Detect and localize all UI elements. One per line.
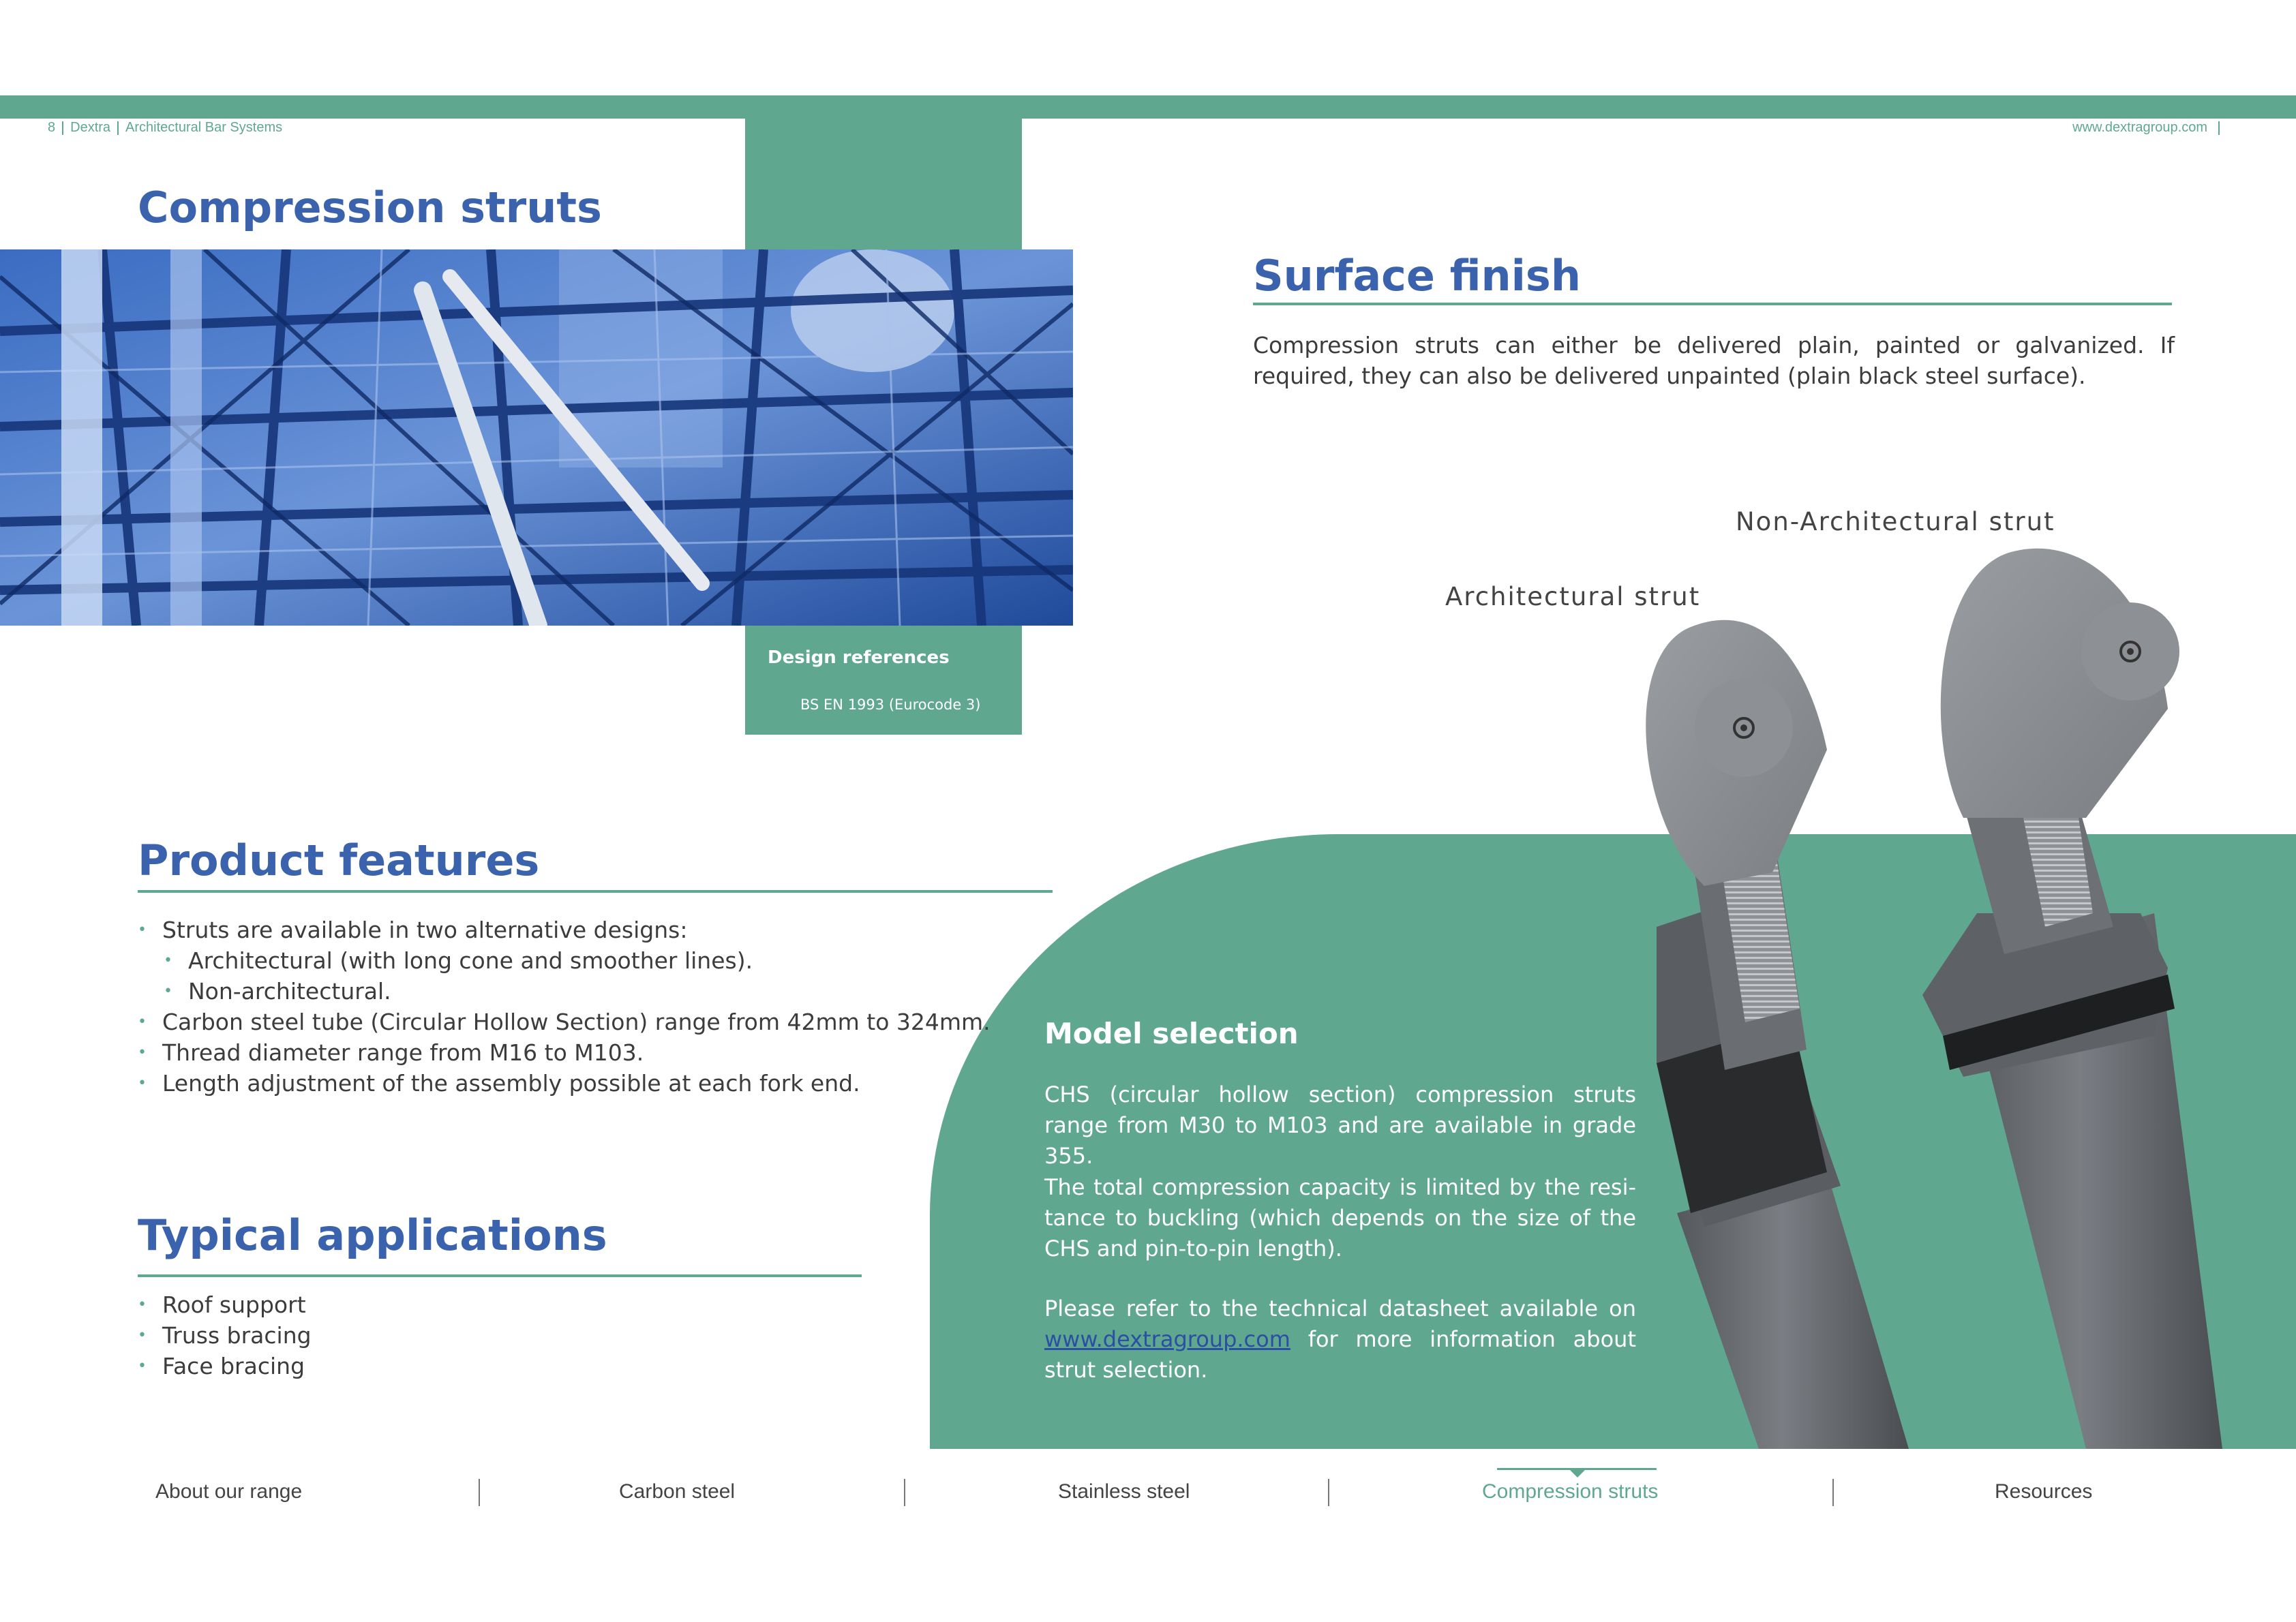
nav-divider xyxy=(1328,1479,1329,1506)
typical-applications-list xyxy=(138,1289,312,1381)
document-subtitle: Architectural Bar Systems xyxy=(125,120,283,135)
section-rule xyxy=(1253,303,2172,305)
surface-finish-text: Compression struts can either be delivered plain, painted or galvanized. If required, they can also be delivered unpainted (plain black steel surface). xyxy=(1253,332,2175,389)
page-number: 8 xyxy=(48,120,56,135)
header-divider xyxy=(117,121,119,135)
list-item: • Carbon steel tube (Circular Hollow Section) range from 42mm to 324mm. xyxy=(138,1007,991,1037)
page-title: Compression struts xyxy=(138,183,602,232)
surface-finish-title: Surface finish xyxy=(1253,251,1581,301)
list-item: • Thread diameter range from M16 to M103. xyxy=(138,1037,991,1068)
design-references-title: Design references xyxy=(768,647,950,668)
non-architectural-strut-label: Non-Architectural strut xyxy=(1736,507,2055,536)
nav-stainless-steel[interactable]: Stainless steel xyxy=(1058,1480,1190,1503)
architectural-strut-label: Architectural strut xyxy=(1445,582,1701,611)
list-item: • Struts are available in two alternative designs: xyxy=(138,915,991,945)
nav-about-our-range[interactable]: About our range xyxy=(155,1480,303,1503)
structure-photo xyxy=(0,249,1073,626)
header-bar xyxy=(0,95,2296,119)
list-item: • Architectural (with long cone and smoother lines). xyxy=(138,945,991,976)
model-selection-para-3-text-end: for more information about strut selection. xyxy=(1044,1326,1637,1383)
product-features-title: Product features xyxy=(138,836,540,885)
architectural-strut xyxy=(1646,620,1909,1449)
brand-name: Dextra xyxy=(70,120,111,135)
structure-photo-illustration xyxy=(0,249,1073,626)
header-website[interactable] xyxy=(2072,120,2220,136)
dextra-website-link[interactable]: www.dextragroup.com xyxy=(1044,1326,1290,1352)
model-selection-para-2: The total compression capacity is limited by the resi-tance to buckling (which depends on the size of the CHS and pin-to-pin length). xyxy=(1044,1174,1636,1261)
product-features-list xyxy=(138,915,991,1099)
header-divider xyxy=(2218,121,2220,135)
nav-divider xyxy=(904,1479,905,1506)
list-item: • Roof support xyxy=(138,1289,312,1320)
list-item: • Length adjustment of the assembly possible at each fork end. xyxy=(138,1068,991,1099)
website-link[interactable]: www.dextragroup.com xyxy=(2072,120,2207,135)
nav-divider xyxy=(1832,1479,1834,1506)
nav-compression-struts[interactable]: Compression struts xyxy=(1482,1480,1659,1503)
nav-resources[interactable]: Resources xyxy=(1995,1480,2093,1503)
nav-divider xyxy=(479,1479,480,1506)
model-selection-para-3 xyxy=(1044,1294,1636,1386)
list-item: • Face bracing xyxy=(138,1351,312,1381)
nav-carbon-steel[interactable]: Carbon steel xyxy=(619,1480,736,1503)
section-rule xyxy=(138,1274,862,1277)
non-architectural-strut xyxy=(1922,549,2222,1449)
typical-applications-title: Typical applications xyxy=(138,1210,607,1260)
active-tab-arrow-icon xyxy=(1569,1469,1586,1478)
design-reference-item: BS EN 1993 (Eurocode 3) xyxy=(800,697,981,713)
model-selection-para-3-text: Please refer to the technical datasheet available on xyxy=(1044,1296,1636,1321)
page-header xyxy=(48,120,282,136)
list-item: • Truss bracing xyxy=(138,1320,312,1351)
header-divider xyxy=(62,121,63,135)
section-rule xyxy=(138,890,1053,893)
model-selection-title: Model selection xyxy=(1044,1017,1299,1050)
list-item: • Non-architectural. xyxy=(138,976,991,1007)
model-selection-para-1: CHS (circular hollow section) compression struts range from M30 to M103 and are available in grade 355. xyxy=(1044,1082,1636,1169)
